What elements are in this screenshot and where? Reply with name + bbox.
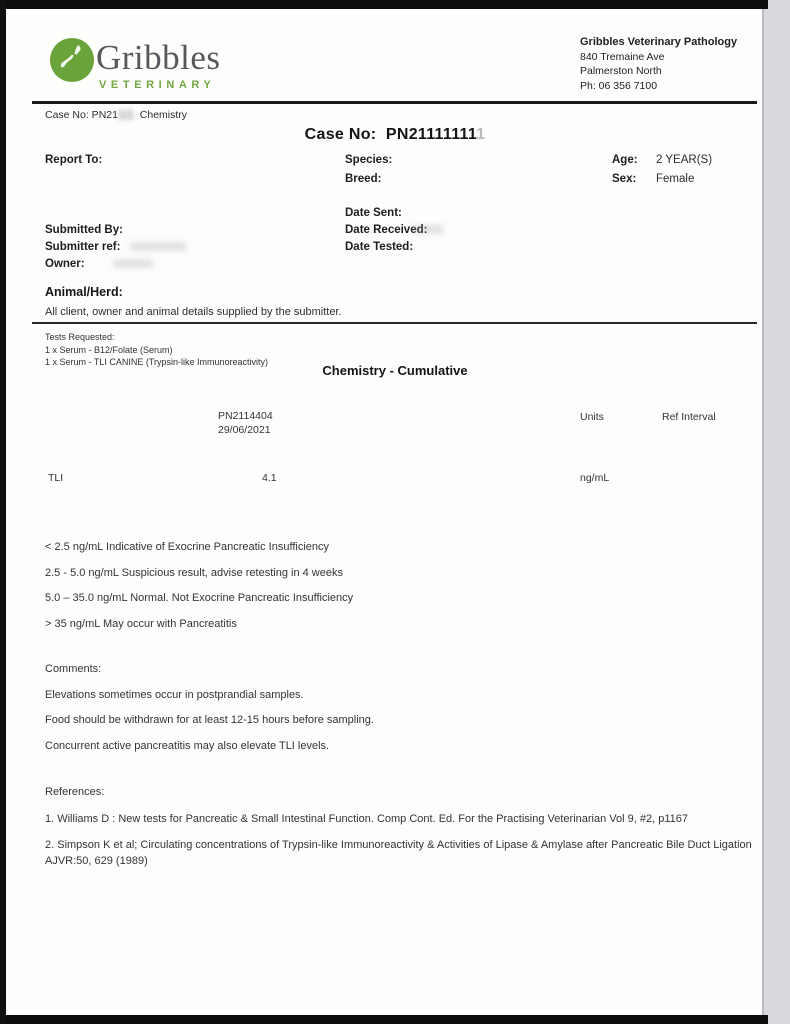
comment-line: Concurrent active pancreatitis may also elevate TLI levels. [45,739,330,752]
interpretation-line: < 2.5 ng/mL Indicative of Exocrine Pancreatic Insufficiency [45,541,330,553]
sample-date: 29/06/2021 [218,424,271,436]
date-tested-label: Date Tested: [345,241,414,253]
case-line-prefix: Case No: PN21 [45,109,118,121]
lab-name: Gribbles Veterinary Pathology [580,36,738,48]
age-value: 2 YEAR(S) [656,154,713,166]
references-label: References: [45,786,105,798]
scan-border-top [0,0,768,9]
gribbles-logo-icon [50,38,94,82]
case-heading-label: Case No: [304,126,377,143]
sex-value: Female [656,173,695,185]
interpretation-line: 5.0 – 35.0 ng/mL Normal. Not Exocrine Pancreatic Insufficiency [45,592,354,604]
lab-phone: Ph: 06 356 7100 [580,79,658,92]
comments-block [45,663,374,765]
case-heading-value-faded: 1 [476,126,486,143]
scan-border-left [0,0,6,1024]
submitter-ref-label: Submitter ref: [45,239,186,257]
analyte-value: 4.1 [262,472,277,484]
age-label: Age: [612,154,638,166]
sample-id: PN2114404 [218,410,273,422]
date-sent-label: Date Sent: [345,207,402,219]
redacted-smudge [413,225,443,234]
lab-address-line1: 840 Tremaine Ave [580,50,665,63]
owner-label: Owner: [45,256,153,274]
section-title: Chemistry - Cumulative [322,363,468,378]
references-block [45,785,757,880]
species-label: Species: [345,154,393,166]
analyte-units: ng/mL [580,472,610,484]
report-to-label: Report To: [45,154,103,166]
submitted-by-label: Submitted By: [45,224,123,236]
reference-item: 2. Simpson K et al; Circulating concentrations of Trypsin-like Immunoreactivity & Activities of Lipase & Amylase after Pancreatic Bile Duct Ligation AJVR:50, 629 (1989) [45,839,752,867]
disclaimer-rule [32,322,757,324]
interpretation-block [45,541,353,643]
ref-interval-header: Ref Interval [662,411,716,423]
logo-wordmark: Gribbles [96,38,221,77]
comment-line: Food should be withdrawn for at least 12-15 hours before sampling. [45,714,374,726]
redacted-smudge [113,259,153,268]
breed-label: Breed: [345,173,382,185]
animal-herd-label: Animal/Herd: [45,285,123,299]
interpretation-line: 2.5 - 5.0 ng/mL Suspicious result, advise retesting in 4 weeks [45,566,343,579]
case-reference-line [45,109,187,121]
comment-line: Elevations sometimes occur in postprandial samples. [45,688,304,701]
case-number-heading [0,126,790,144]
scan-border-bottom [0,1015,768,1024]
analyte-name: TLI [48,472,64,484]
logo-subtitle: VETERINARY [99,79,216,91]
sex-label: Sex: [612,173,637,185]
lab-address-block [580,35,737,93]
interpretation-line: > 35 ng/mL May occur with Pancreatitis [45,617,237,630]
case-line-redaction: 111 [117,108,134,122]
comments-label: Comments: [45,663,102,675]
tests-requested-label: Tests Requested: [45,332,115,342]
case-heading-value: PN21111111 [385,126,477,143]
case-line-suffix: Chemistry [139,109,188,121]
disclaimer-text: All client, owner and animal details supplied by the submitter. [45,306,342,318]
units-header: Units [580,411,604,423]
date-received-label: Date Received: [345,222,443,240]
test-item: 1 x Serum - TLI CANINE (Trypsin-like Immunoreactivity) [45,357,269,367]
test-item: 1 x Serum - B12/Folate (Serum) [45,344,173,355]
nz-map-icon [50,38,94,82]
header-rule [32,101,757,104]
scan-edge-right [762,0,790,1024]
reference-item: 1. Williams D : New tests for Pancreatic & Small Intestinal Function. Comp Cont. Ed. For the Practising Veterinarian Vol 9, #2, p1167 [45,812,688,825]
redacted-smudge [130,242,186,251]
lab-address-line2: Palmerston North [580,65,662,77]
